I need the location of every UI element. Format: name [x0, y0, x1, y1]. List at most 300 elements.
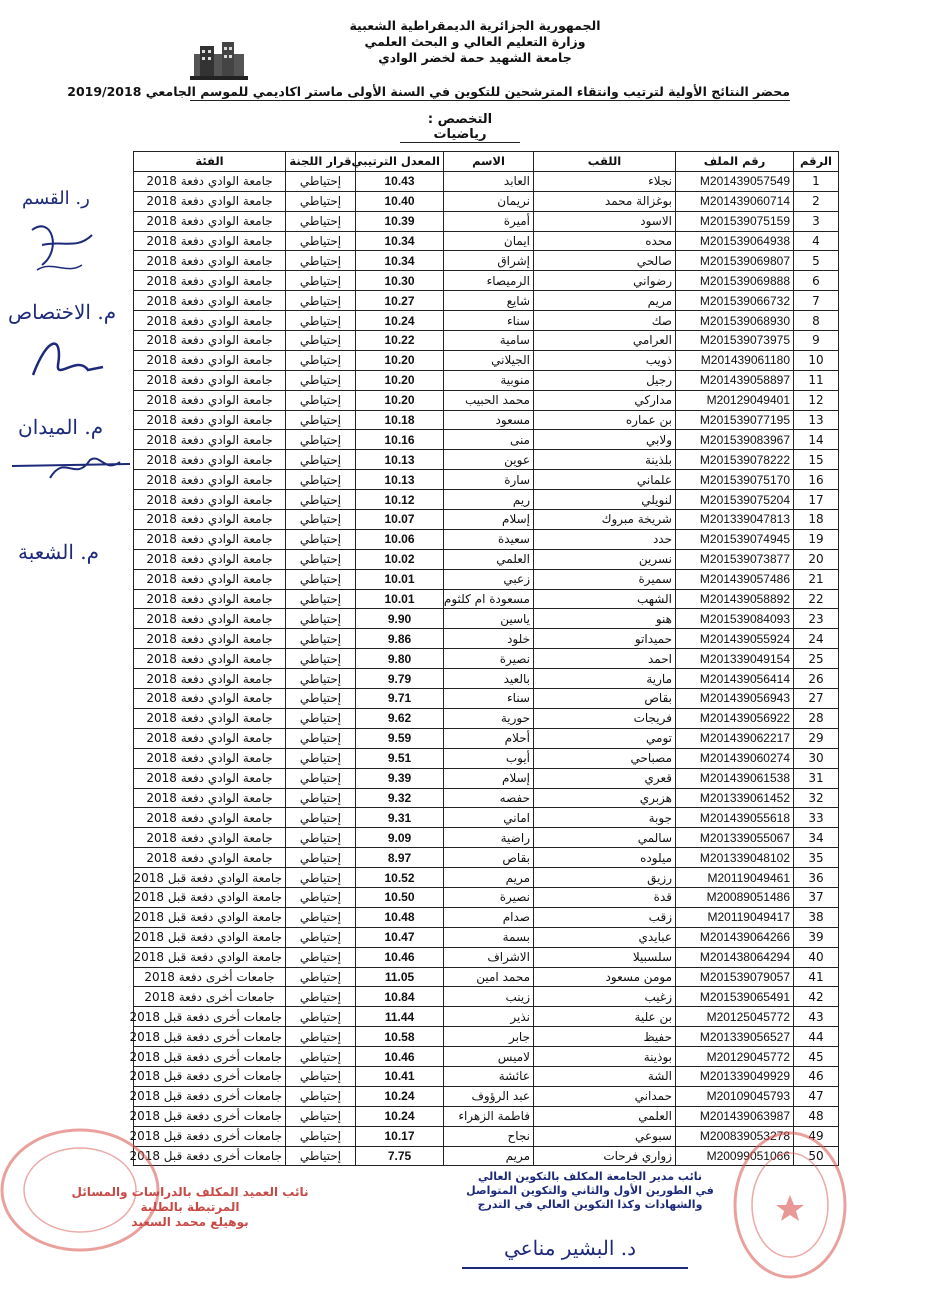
- cell-rank: 50: [794, 1146, 839, 1166]
- document-header: [0, 18, 950, 66]
- cell-decision: إحتياطي: [286, 669, 356, 689]
- cell-surname: مريم: [534, 291, 676, 311]
- cell-decision: إحتياطي: [286, 271, 356, 291]
- cell-category: جامعة الوادي دفعة 2018: [134, 171, 286, 191]
- cell-rank: 26: [794, 669, 839, 689]
- table-row: [134, 1027, 839, 1047]
- cell-decision: إحتياطي: [286, 450, 356, 470]
- table-row: [134, 251, 839, 271]
- cell-name: زينب: [444, 987, 534, 1007]
- cell-decision: إحتياطي: [286, 848, 356, 868]
- table-row: [134, 350, 839, 370]
- cell-average: 10.20: [356, 370, 444, 390]
- cell-name: مسعودة ام كلثوم: [444, 589, 534, 609]
- col-header-file: رقم الملف: [676, 152, 794, 172]
- cell-average: 10.41: [356, 1066, 444, 1086]
- cell-average: 11.44: [356, 1007, 444, 1027]
- cell-rank: 47: [794, 1086, 839, 1106]
- cell-rank: 28: [794, 708, 839, 728]
- cell-average: 10.20: [356, 350, 444, 370]
- cell-file-number: M201439055618: [676, 808, 794, 828]
- cell-rank: 11: [794, 370, 839, 390]
- cell-file-number: M201339048102: [676, 848, 794, 868]
- cell-file-number: M201439060274: [676, 748, 794, 768]
- cell-name: عوين: [444, 450, 534, 470]
- cell-category: جامعة الوادي دفعة 2018: [134, 549, 286, 569]
- cell-file-number: M201539075159: [676, 211, 794, 231]
- cell-file-number: M201439056414: [676, 669, 794, 689]
- table-row: [134, 1007, 839, 1027]
- cell-decision: إحتياطي: [286, 808, 356, 828]
- cell-surname: زواري فرحات: [534, 1146, 676, 1166]
- cell-decision: إحتياطي: [286, 629, 356, 649]
- cell-name: نريمان: [444, 191, 534, 211]
- cell-category: جامعات أخرى دفعة قبل 2018: [134, 1086, 286, 1106]
- cell-file-number: M20099051066: [676, 1146, 794, 1166]
- republic-line: الجمهورية الجزائرية الديمقراطية الشعبية: [349, 18, 601, 33]
- document-title: محضر النتائج الأولية لترتيب وانتقاء المترشحين للتكوين في السنة الأولى ماستر اكاديمي للموسم الجامعي 2019/2018: [67, 84, 790, 99]
- cell-decision: إحتياطي: [286, 1146, 356, 1166]
- cell-decision: إحتياطي: [286, 291, 356, 311]
- cell-rank: 46: [794, 1066, 839, 1086]
- cell-file-number: M201539069888: [676, 271, 794, 291]
- cell-average: 9.39: [356, 768, 444, 788]
- table-row: [134, 1086, 839, 1106]
- cell-decision: إحتياطي: [286, 967, 356, 987]
- cell-file-number: M201439063987: [676, 1106, 794, 1126]
- cell-file-number: M201439057549: [676, 171, 794, 191]
- cell-rank: 10: [794, 350, 839, 370]
- cell-surname: زغيب: [534, 987, 676, 1007]
- table-row: [134, 589, 839, 609]
- cell-average: 10.48: [356, 907, 444, 927]
- cell-rank: 30: [794, 748, 839, 768]
- cell-rank: 19: [794, 529, 839, 549]
- cell-category: جامعات أخرى دفعة قبل 2018: [134, 1047, 286, 1067]
- cell-file-number: M201339049929: [676, 1066, 794, 1086]
- cell-surname: شريخة مبروك: [534, 510, 676, 530]
- table-row: [134, 490, 839, 510]
- cell-decision: إحتياطي: [286, 350, 356, 370]
- cell-decision: إحتياطي: [286, 331, 356, 351]
- cell-name: إشراق: [444, 251, 534, 271]
- cell-name: العابد: [444, 171, 534, 191]
- cell-surname: قعري: [534, 768, 676, 788]
- cell-surname: حدد: [534, 529, 676, 549]
- cell-category: جامعة الوادي دفعة 2018: [134, 191, 286, 211]
- cell-decision: إحتياطي: [286, 728, 356, 748]
- cell-decision: إحتياطي: [286, 748, 356, 768]
- cell-average: 10.02: [356, 549, 444, 569]
- cell-surname: الشة: [534, 1066, 676, 1086]
- table-row: [134, 510, 839, 530]
- cell-average: 9.71: [356, 689, 444, 709]
- cell-file-number: M201539074945: [676, 529, 794, 549]
- cell-file-number: M201539077195: [676, 410, 794, 430]
- cell-surname: نجلاء: [534, 171, 676, 191]
- cell-average: 10.24: [356, 1106, 444, 1126]
- cell-name: زعبي: [444, 569, 534, 589]
- cell-category: جامعة الوادي دفعة 2018: [134, 510, 286, 530]
- cell-category: جامعة الوادي دفعة 2018: [134, 410, 286, 430]
- signature-label-department: ر. القسم: [22, 188, 90, 209]
- cell-rank: 44: [794, 1027, 839, 1047]
- cell-file-number: M201339061452: [676, 788, 794, 808]
- cell-name: بسمة: [444, 927, 534, 947]
- vice-rector-title: [440, 1170, 740, 1212]
- table-row: [134, 311, 839, 331]
- cell-name: سارة: [444, 470, 534, 490]
- cell-decision: إحتياطي: [286, 549, 356, 569]
- cell-decision: إحتياطي: [286, 609, 356, 629]
- cell-surname: سميرة: [534, 569, 676, 589]
- cell-name: محمد امين: [444, 967, 534, 987]
- cell-rank: 40: [794, 947, 839, 967]
- cell-name: اماني: [444, 808, 534, 828]
- col-header-num: الرقم: [794, 152, 839, 172]
- cell-surname: العرامي: [534, 331, 676, 351]
- cell-rank: 13: [794, 410, 839, 430]
- cell-name: مريم: [444, 1146, 534, 1166]
- cell-decision: إحتياطي: [286, 370, 356, 390]
- cell-decision: إحتياطي: [286, 1106, 356, 1126]
- cell-surname: الشهب: [534, 589, 676, 609]
- cell-category: جامعة الوادي دفعة 2018: [134, 470, 286, 490]
- table-row: [134, 808, 839, 828]
- table-row: [134, 907, 839, 927]
- signature-underline-icon: [460, 1262, 690, 1274]
- cell-average: 10.34: [356, 251, 444, 271]
- cell-name: حورية: [444, 708, 534, 728]
- cell-file-number: M201539079057: [676, 967, 794, 987]
- cell-average: 10.30: [356, 271, 444, 291]
- cell-name: جابر: [444, 1027, 534, 1047]
- cell-average: 10.58: [356, 1027, 444, 1047]
- cell-surname: سلسبيلا: [534, 947, 676, 967]
- cell-average: 10.13: [356, 470, 444, 490]
- cell-decision: إحتياطي: [286, 768, 356, 788]
- cell-surname: بن عماره: [534, 410, 676, 430]
- cell-decision: إحتياطي: [286, 191, 356, 211]
- cell-category: جامعة الوادي دفعة 2018: [134, 589, 286, 609]
- cell-file-number: M201439064266: [676, 927, 794, 947]
- cell-file-number: M20109045793: [676, 1086, 794, 1106]
- cell-decision: إحتياطي: [286, 1086, 356, 1106]
- cell-rank: 1: [794, 171, 839, 191]
- cell-name: الجيلاني: [444, 350, 534, 370]
- cell-category: جامعة الوادي دفعة 2018: [134, 768, 286, 788]
- table-row: [134, 191, 839, 211]
- vice-dean-name: بوهيلع محمد السعيد: [131, 1215, 249, 1229]
- vice-rector-line-3: والشهادات وكذا التكوين العالي في التدرج: [477, 1198, 703, 1211]
- cell-average: 10.34: [356, 231, 444, 251]
- cell-decision: إحتياطي: [286, 231, 356, 251]
- cell-name: نصيرة: [444, 649, 534, 669]
- cell-category: جامعة الوادي دفعة قبل 2018: [134, 868, 286, 888]
- cell-surname: تومي: [534, 728, 676, 748]
- cell-average: 10.46: [356, 1047, 444, 1067]
- cell-name: حفصه: [444, 788, 534, 808]
- cell-category: جامعة الوادي دفعة 2018: [134, 490, 286, 510]
- cell-file-number: M20119049417: [676, 907, 794, 927]
- cell-category: جامعة الوادي دفعة 2018: [134, 331, 286, 351]
- university-line: جامعة الشهيد حمة لخضر الوادي: [378, 50, 572, 65]
- cell-name: أميرة: [444, 211, 534, 231]
- cell-decision: إحتياطي: [286, 1007, 356, 1027]
- specialty-label: التخصص : رياضيات: [400, 112, 520, 143]
- cell-category: جامعة الوادي دفعة 2018: [134, 848, 286, 868]
- cell-surname: سبوعي: [534, 1126, 676, 1146]
- cell-file-number: M201539078222: [676, 450, 794, 470]
- cell-average: 7.75: [356, 1146, 444, 1166]
- cell-average: 11.05: [356, 967, 444, 987]
- cell-surname: بقاص: [534, 689, 676, 709]
- cell-average: 9.32: [356, 788, 444, 808]
- cell-category: جامعة الوادي دفعة قبل 2018: [134, 887, 286, 907]
- cell-surname: ميلوده: [534, 848, 676, 868]
- cell-average: 10.18: [356, 410, 444, 430]
- ministry-line: وزارة التعليم العالي و البحث العلمي: [364, 34, 586, 49]
- cell-decision: إحتياطي: [286, 510, 356, 530]
- cell-category: جامعات أخرى دفعة قبل 2018: [134, 1007, 286, 1027]
- cell-category: جامعة الوادي دفعة 2018: [134, 649, 286, 669]
- cell-average: 10.40: [356, 191, 444, 211]
- cell-decision: إحتياطي: [286, 927, 356, 947]
- cell-name: أحلام: [444, 728, 534, 748]
- col-header-name: الاسم: [444, 152, 534, 172]
- cell-rank: 3: [794, 211, 839, 231]
- cell-average: 9.79: [356, 669, 444, 689]
- cell-name: سناء: [444, 689, 534, 709]
- cell-decision: إحتياطي: [286, 1047, 356, 1067]
- cell-surname: مارية: [534, 669, 676, 689]
- table-row: [134, 1047, 839, 1067]
- cell-average: 9.80: [356, 649, 444, 669]
- vice-rector-line-1: نائب مدير الجامعة المكلف بالتكوين العالي: [478, 1170, 702, 1183]
- cell-rank: 16: [794, 470, 839, 490]
- table-header-row: [134, 152, 839, 172]
- cell-rank: 29: [794, 728, 839, 748]
- table-row: [134, 529, 839, 549]
- cell-average: 10.24: [356, 311, 444, 331]
- signature-label-branch: م. الشعبة: [18, 540, 99, 564]
- table-row: [134, 768, 839, 788]
- cell-rank: 36: [794, 868, 839, 888]
- cell-category: جامعة الوادي دفعة 2018: [134, 708, 286, 728]
- col-header-category: الفئة: [134, 152, 286, 172]
- vice-dean-title: [30, 1185, 350, 1230]
- cell-average: 9.86: [356, 629, 444, 649]
- cell-rank: 9: [794, 331, 839, 351]
- cell-rank: 15: [794, 450, 839, 470]
- cell-rank: 14: [794, 430, 839, 450]
- cell-surname: قدة: [534, 887, 676, 907]
- cell-file-number: M201439056943: [676, 689, 794, 709]
- cell-rank: 48: [794, 1106, 839, 1126]
- cell-average: 10.43: [356, 171, 444, 191]
- cell-decision: إحتياطي: [286, 490, 356, 510]
- handwritten-signature-1-icon: [22, 210, 102, 280]
- cell-decision: إحتياطي: [286, 947, 356, 967]
- handwritten-signature-2-icon: [28, 335, 108, 385]
- cell-surname: بوذينة: [534, 1047, 676, 1067]
- cell-surname: بن علية: [534, 1007, 676, 1027]
- cell-surname: رضواني: [534, 271, 676, 291]
- cell-rank: 5: [794, 251, 839, 271]
- cell-surname: عبايدي: [534, 927, 676, 947]
- cell-file-number: M201439061538: [676, 768, 794, 788]
- table-row: [134, 390, 839, 410]
- col-header-average: المعدل الترتيبي: [356, 152, 444, 172]
- cell-decision: إحتياطي: [286, 1066, 356, 1086]
- cell-category: جامعة الوادي دفعة قبل 2018: [134, 907, 286, 927]
- cell-decision: إحتياطي: [286, 828, 356, 848]
- table-row: [134, 211, 839, 231]
- cell-rank: 43: [794, 1007, 839, 1027]
- cell-category: جامعة الوادي دفعة 2018: [134, 808, 286, 828]
- cell-category: جامعة الوادي دفعة 2018: [134, 569, 286, 589]
- cell-average: 10.13: [356, 450, 444, 470]
- cell-name: الاشراف: [444, 947, 534, 967]
- cell-decision: إحتياطي: [286, 649, 356, 669]
- cell-file-number: M201438064294: [676, 947, 794, 967]
- cell-average: 8.97: [356, 848, 444, 868]
- cell-average: 10.50: [356, 887, 444, 907]
- cell-rank: 41: [794, 967, 839, 987]
- cell-name: أيوب: [444, 748, 534, 768]
- cell-file-number: M201539068930: [676, 311, 794, 331]
- cell-surname: صالحي: [534, 251, 676, 271]
- col-header-decision: قرار اللجنة: [286, 152, 356, 172]
- cell-average: 10.84: [356, 987, 444, 1007]
- cell-rank: 39: [794, 927, 839, 947]
- table-row: [134, 430, 839, 450]
- cell-average: 10.06: [356, 529, 444, 549]
- cell-file-number: M201439062217: [676, 728, 794, 748]
- cell-surname: مصباحي: [534, 748, 676, 768]
- cell-surname: الاسود: [534, 211, 676, 231]
- cell-name: فاطمة الزهراء: [444, 1106, 534, 1126]
- cell-name: ياسين: [444, 609, 534, 629]
- cell-average: 9.51: [356, 748, 444, 768]
- cell-rank: 42: [794, 987, 839, 1007]
- cell-category: جامعة الوادي دفعة 2018: [134, 609, 286, 629]
- cell-name: شايع: [444, 291, 534, 311]
- cell-category: جامعات أخرى دفعة قبل 2018: [134, 1106, 286, 1126]
- cell-average: 10.39: [356, 211, 444, 231]
- cell-category: جامعة الوادي دفعة 2018: [134, 350, 286, 370]
- cell-file-number: M201439060714: [676, 191, 794, 211]
- cell-file-number: M201539084093: [676, 609, 794, 629]
- cell-category: جامعة الوادي دفعة قبل 2018: [134, 947, 286, 967]
- cell-file-number: M201539065491: [676, 987, 794, 1007]
- cell-decision: إحتياطي: [286, 887, 356, 907]
- table-row: [134, 967, 839, 987]
- cell-average: 10.27: [356, 291, 444, 311]
- cell-file-number: M201539069807: [676, 251, 794, 271]
- cell-average: 10.12: [356, 490, 444, 510]
- cell-category: جامعة الوادي دفعة 2018: [134, 669, 286, 689]
- cell-surname: صك: [534, 311, 676, 331]
- cell-rank: 22: [794, 589, 839, 609]
- cell-rank: 18: [794, 510, 839, 530]
- cell-rank: 45: [794, 1047, 839, 1067]
- cell-name: لاميس: [444, 1047, 534, 1067]
- cell-decision: إحتياطي: [286, 907, 356, 927]
- cell-average: 10.07: [356, 510, 444, 530]
- handwritten-signature-3-icon: [10, 448, 150, 488]
- table-row: [134, 987, 839, 1007]
- cell-surname: ولابي: [534, 430, 676, 450]
- cell-rank: 20: [794, 549, 839, 569]
- cell-name: إسلام: [444, 768, 534, 788]
- cell-decision: إحتياطي: [286, 390, 356, 410]
- cell-name: عائشة: [444, 1066, 534, 1086]
- cell-surname: لنويلي: [534, 490, 676, 510]
- cell-file-number: M201539073975: [676, 331, 794, 351]
- cell-category: جامعة الوادي دفعة 2018: [134, 629, 286, 649]
- cell-rank: 8: [794, 311, 839, 331]
- cell-name: بالعيد: [444, 669, 534, 689]
- table-row: [134, 887, 839, 907]
- cell-name: الرميصاء: [444, 271, 534, 291]
- cell-average: 10.52: [356, 868, 444, 888]
- cell-rank: 49: [794, 1126, 839, 1146]
- cell-surname: مداركي: [534, 390, 676, 410]
- cell-file-number: M201439058897: [676, 370, 794, 390]
- cell-rank: 34: [794, 828, 839, 848]
- cell-file-number: M201339056527: [676, 1027, 794, 1047]
- cell-file-number: M201539075204: [676, 490, 794, 510]
- cell-name: نذير: [444, 1007, 534, 1027]
- table-row: [134, 947, 839, 967]
- table-row: [134, 291, 839, 311]
- cell-rank: 12: [794, 390, 839, 410]
- cell-rank: 38: [794, 907, 839, 927]
- cell-decision: إحتياطي: [286, 589, 356, 609]
- cell-surname: فريجات: [534, 708, 676, 728]
- signature-label-specialty: م. الاختصاص: [8, 300, 117, 324]
- cell-name: إسلام: [444, 510, 534, 530]
- cell-file-number: M201539064938: [676, 231, 794, 251]
- cell-category: جامعة الوادي دفعة 2018: [134, 430, 286, 450]
- table-row: [134, 370, 839, 390]
- table-row: [134, 728, 839, 748]
- col-header-surname: اللقب: [534, 152, 676, 172]
- cell-category: جامعة الوادي دفعة 2018: [134, 450, 286, 470]
- cell-category: جامعة الوادي دفعة 2018: [134, 788, 286, 808]
- cell-decision: إحتياطي: [286, 1126, 356, 1146]
- table-row: [134, 748, 839, 768]
- cell-file-number: M201539073877: [676, 549, 794, 569]
- cell-category: جامعة الوادي دفعة 2018: [134, 231, 286, 251]
- cell-surname: رزيق: [534, 868, 676, 888]
- cell-rank: 27: [794, 689, 839, 709]
- vice-dean-line-1: نائب العميد المكلف بالدراسات والمسائل: [71, 1185, 309, 1199]
- cell-category: جامعة الوادي دفعة 2018: [134, 291, 286, 311]
- cell-decision: إحتياطي: [286, 529, 356, 549]
- cell-name: سامية: [444, 331, 534, 351]
- cell-rank: 35: [794, 848, 839, 868]
- cell-decision: إحتياطي: [286, 311, 356, 331]
- cell-surname: محده: [534, 231, 676, 251]
- university-logo-icon: [186, 38, 252, 82]
- cell-category: جامعة الوادي دفعة 2018: [134, 828, 286, 848]
- cell-rank: 21: [794, 569, 839, 589]
- table-row: [134, 171, 839, 191]
- cell-rank: 37: [794, 887, 839, 907]
- signature-label-field: م. الميدان: [18, 415, 104, 439]
